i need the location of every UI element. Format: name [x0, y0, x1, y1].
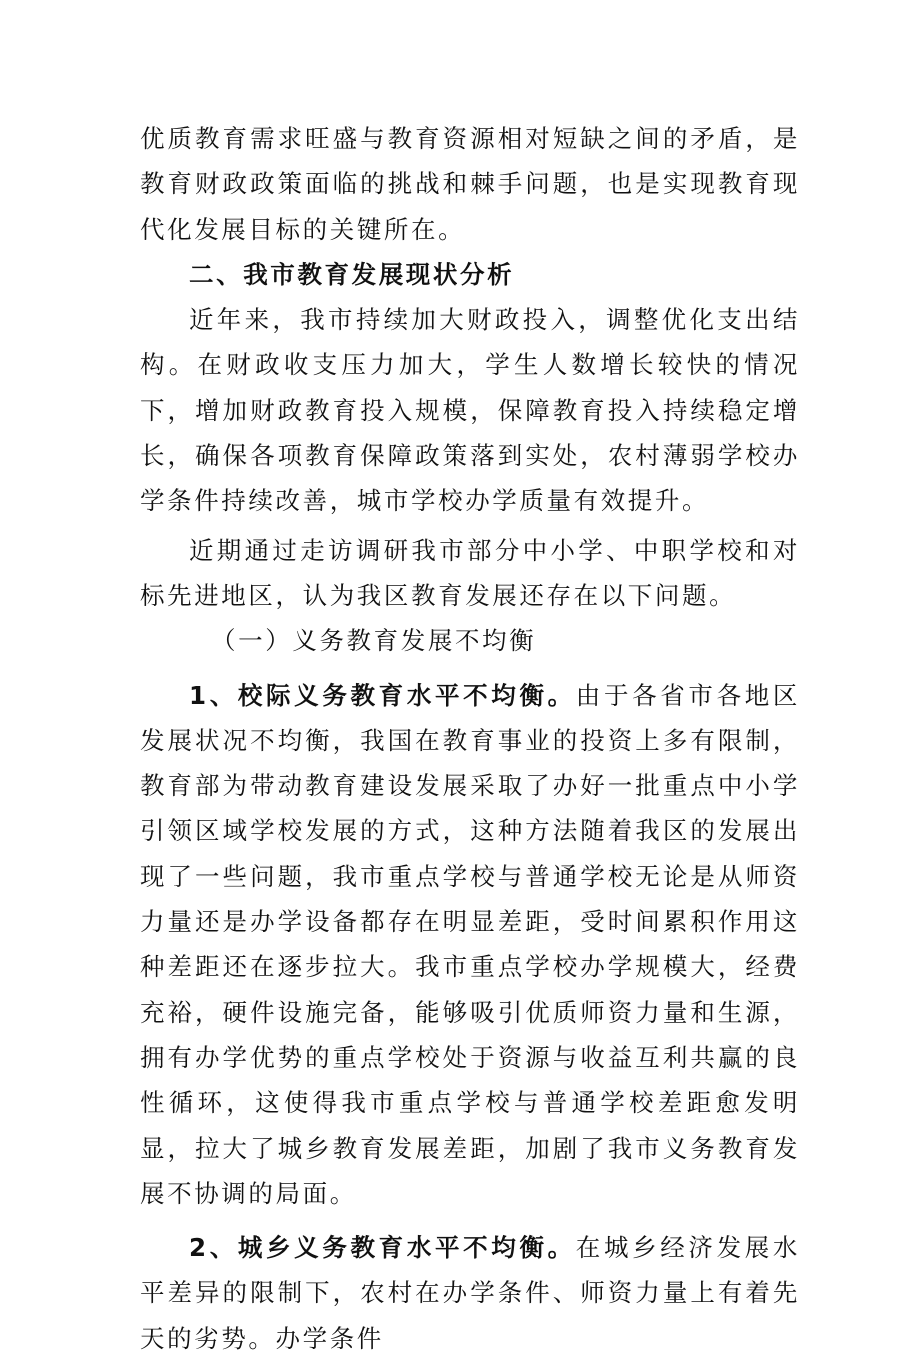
paragraph-item-2: [140, 1225, 800, 1361]
subsection-heading: （一）义务教育发展不均衡: [211, 626, 537, 656]
paragraph-status-overview: 近年来，我市持续加大财政投入，调整优化支出结构。在财政收支压力加大，学生人数增长较快的情况下，增加财政教育投入规模，保障教育投入持续稳定增长，确保各项教育保障政策落到实处，农村薄弱学校办学条件持续改善，城市学校办学质量有效提升。: [140, 305, 800, 516]
paragraph-survey: 近期通过走访调研我市部分中小学、中职学校和对标先进地区，认为我区教育发展还存在以下问题。: [140, 535, 800, 610]
item-1-body: 由于各省市各地区发展状况不均衡，我国在教育事业的投资上多有限制，教育部为带动教育建设发展采取了办好一批重点中小学引领区域学校发展的方式，这种方法随着我区的发展出现了一些问题，我市重点学校与普通学校无论是从师资力量还是办学设备都存在明显差距，受时间累积作用这种差距还在逐步拉大。我市重点学校办学规模大，经费充裕，硬件设施完备，能够吸引优质师资力量和生源，拥有办学优势的重点学校处于资源与收益互利共赢的良性循环，这使得我市重点学校与普通学校差距愈发明显，拉大了城乡教育发展差距，加剧了我市义务教育发展不协调的局面。: [140, 680, 800, 1208]
item-1-lead: 1、校际义务教育水平不均衡。: [189, 680, 576, 710]
document-body: [140, 116, 800, 1361]
item-2-lead: 2、城乡义务教育水平不均衡。: [189, 1233, 576, 1263]
section-heading: 二、我市教育发展现状分析: [189, 259, 515, 289]
item-2-body: 在城乡经济发展水平差异的限制下，农村在办学条件、师资力量上有着先天的劣势。办学条件: [140, 1233, 800, 1353]
paragraph-continued: 优质教育需求旺盛与教育资源相对短缺之间的矛盾，是教育财政政策面临的挑战和棘手问题，也是实现教育现代化发展目标的关键所在。: [140, 124, 800, 244]
paragraph-item-1: [140, 673, 800, 1217]
